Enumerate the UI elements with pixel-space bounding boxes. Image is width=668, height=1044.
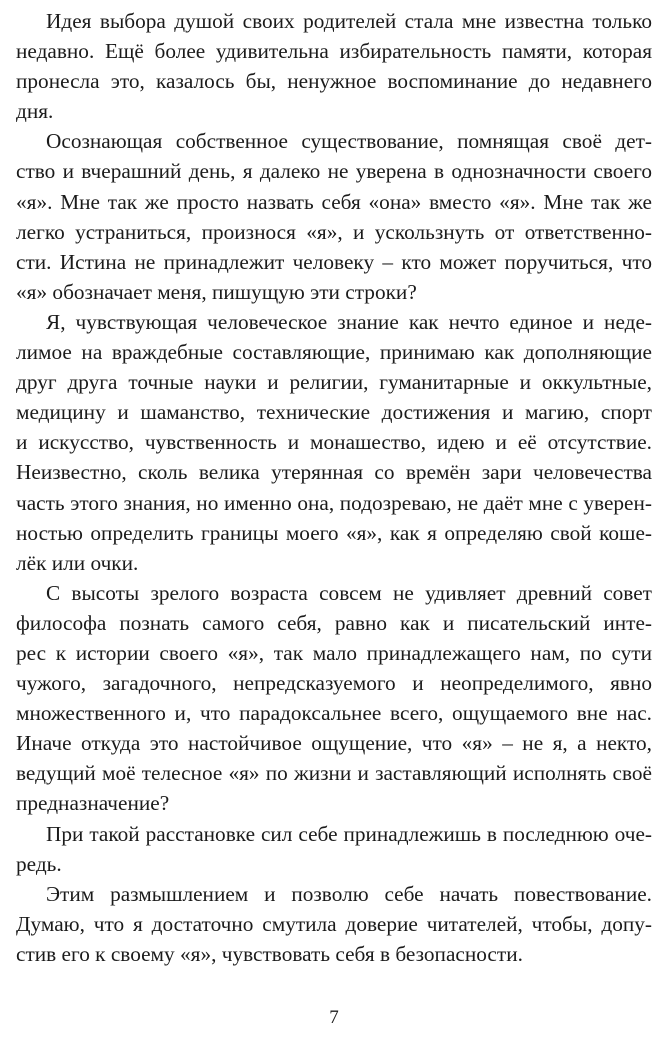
text-line: «я». Мне так же просто назвать себя «она» вместо «я». Мне так же	[16, 189, 652, 214]
text-line: Иначе откуда это настойчивое ощущение, что «я» – не я, а некто,	[16, 731, 652, 756]
text-line: Думаю, что я достаточно смутила доверие читателей, чтобы, допу-	[16, 911, 652, 936]
text-line: Я, чувствующая человеческое знание как нечто единое и неде-	[46, 309, 652, 334]
paragraph-5	[16, 819, 652, 879]
text-line: сти. Истина не принадлежит человеку – кто может поручиться, что	[16, 249, 652, 274]
text-line: ностью определить границы моего «я», как я определяю свой коше-	[16, 520, 652, 545]
text-line: друг друга точные науки и религии, гуманитарные и оккультные,	[16, 370, 652, 395]
text-line: часть этого знания, но именно она, подозреваю, не даёт мне с уверен-	[16, 490, 652, 515]
text-line: С высоты зрелого возраста совсем не удивляет древний совет	[46, 580, 652, 605]
text-line: ство и вчерашний день, я далеко не уверена в однозначности своего	[16, 159, 652, 184]
paragraph-1	[16, 6, 652, 126]
paragraph-2	[16, 126, 652, 307]
text-line: Идея выбора душой своих родителей стала мне известна только	[46, 9, 652, 33]
text-line: и искусство, чувственность и монашество, идею и её отсутствие.	[16, 430, 652, 455]
page-number: 7	[329, 1007, 339, 1028]
text-line: редь.	[16, 851, 62, 876]
text-line: чужого, загадочного, непредсказуемого и неопределимого, явно	[16, 671, 652, 696]
text-line: рес к истории своего «я», так мало принадлежащего нам, по сути	[16, 640, 652, 665]
text-line: Неизвестно, сколь велика утерянная со времён зари человечества	[16, 460, 652, 485]
text-line: лёк или очки.	[16, 550, 139, 575]
paragraph-3	[16, 307, 652, 578]
text-line: «я» обозначает меня, пишущую эти строки?	[16, 279, 417, 304]
text-line: медицину и шаманство, технические достижения и магию, спорт	[16, 400, 652, 425]
paragraph-6	[16, 879, 652, 969]
text-line: легко устраниться, произнося «я», и ускользнуть от ответственно-	[16, 219, 652, 244]
text-line: философа познать самого себя, равно как и писательский инте-	[16, 610, 652, 635]
text-line: дня.	[16, 99, 54, 124]
paragraph-4	[16, 578, 652, 819]
text-line: Этим размышлением и позволю себе начать повествование.	[46, 881, 652, 906]
text-line: предназначение?	[16, 791, 170, 816]
text-line: стив его к своему «я», чувствовать себя в безопасности.	[16, 941, 523, 966]
text-line: пронесла это, казалось бы, ненужное воспоминание до недавнего	[16, 69, 652, 94]
text-line: ведущий моё телесное «я» по жизни и заставляющий исполнять своё	[16, 761, 652, 786]
text-line: множественного и, что парадоксальнее всего, ощущаемого вне нас.	[16, 701, 652, 726]
text-line: Осознающая собственное существование, помнящая своё дет-	[46, 129, 652, 154]
text-line: лимое на враждебные составляющие, принимаю как дополняющие	[16, 340, 652, 365]
text-line: недавно. Ещё более удивительна избирательность памяти, которая	[16, 39, 652, 64]
text-line: При такой расстановке сил себе принадлежишь в последнюю оче-	[46, 821, 652, 846]
body-text	[16, 6, 652, 969]
